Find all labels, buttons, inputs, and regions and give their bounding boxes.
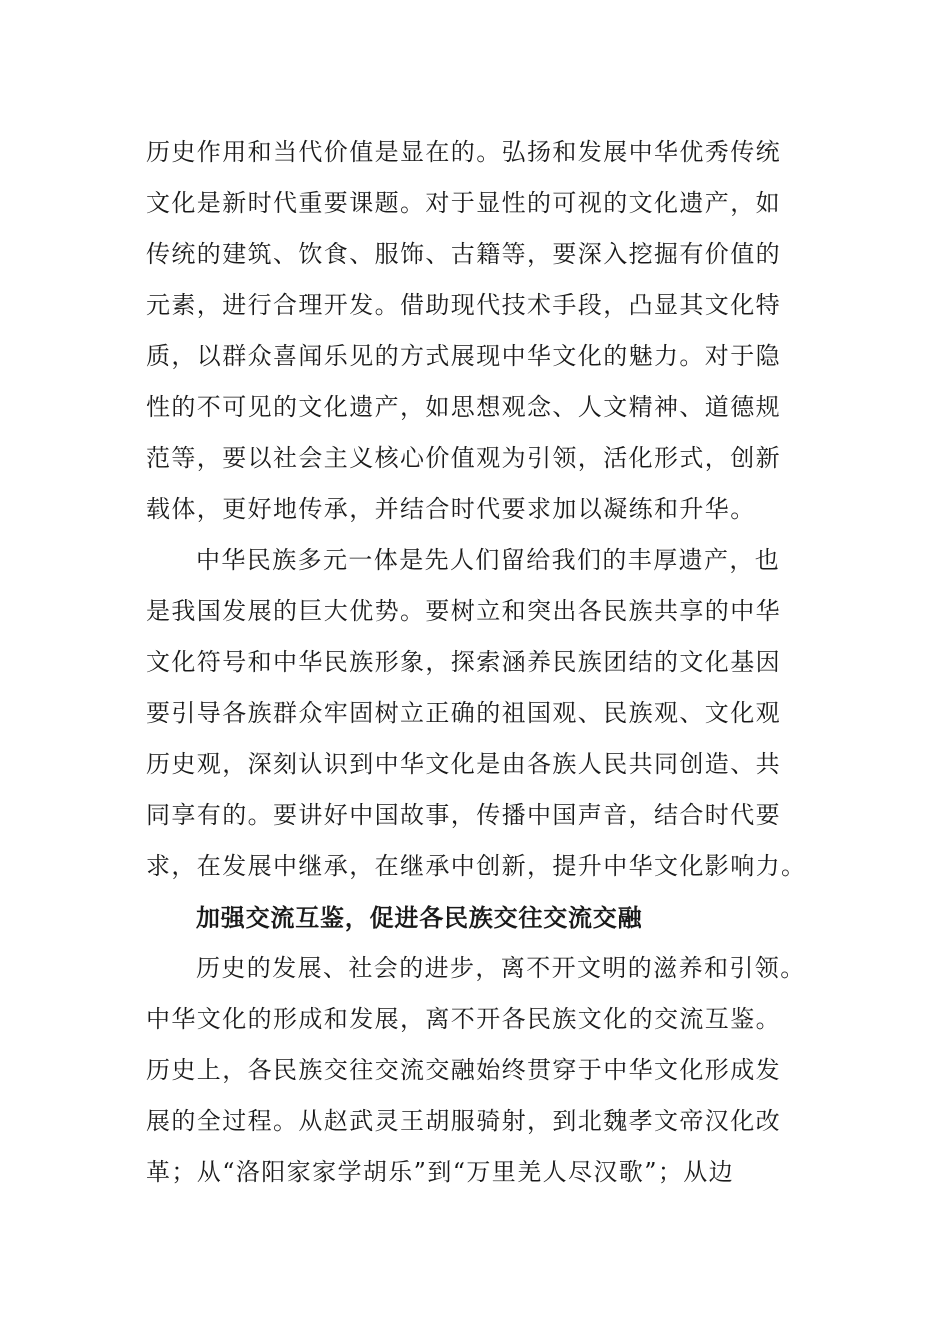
text-line: 历史上，各民族交往交流交融始终贯穿于中华文化形成发 — [146, 1056, 781, 1084]
document-body — [146, 127, 806, 1198]
text-line: 历史作用和当代价值是显在的。弘扬和发展中华优秀传统 — [146, 138, 781, 166]
text-line-indented: 中华民族多元一体是先人们留给我们的丰厚遗产，也 — [196, 546, 781, 574]
paragraph-continuation — [146, 127, 806, 535]
text-line: 要引导各族群众牢固树立正确的祖国观、民族观、文化观 — [146, 699, 781, 727]
text-line: 历史观，深刻认识到中华文化是由各族人民共同创造、共 — [146, 750, 781, 778]
text-line: 传统的建筑、饮食、服饰、古籍等，要深入挖掘有价值的 — [146, 240, 781, 268]
text-line: 文化符号和中华民族形象，探索涵养民族团结的文化基因 — [146, 648, 781, 676]
text-line: 求，在发展中继承，在继承中创新，提升中华文化影响力。 — [146, 852, 807, 880]
text-line: 范等，要以社会主义核心价值观为引领，活化形式，创新 — [146, 444, 781, 472]
text-line: 展的全过程。从赵武灵王胡服骑射，到北魏孝文帝汉化改 — [146, 1107, 781, 1135]
text-line: 元素，进行合理开发。借助现代技术手段，凸显其文化特 — [146, 291, 781, 319]
text-line: 是我国发展的巨大优势。要树立和突出各民族共享的中华 — [146, 597, 781, 625]
text-line: 载体，更好地传承，并结合时代要求加以凝练和升华。 — [146, 495, 756, 523]
text-line: 同享有的。要讲好中国故事，传播中国声音，结合时代要 — [146, 801, 781, 829]
section-heading-block — [146, 892, 806, 943]
text-line: 文化是新时代重要课题。对于显性的可视的文化遗产，如 — [146, 189, 781, 217]
paragraph — [146, 535, 806, 892]
text-line-indented: 历史的发展、社会的进步，离不开文明的滋养和引领。 — [196, 954, 806, 982]
text-line: 革；从“洛阳家家学胡乐”到“万里羌人尽汉歌”；从边 — [146, 1158, 735, 1186]
paragraph — [146, 943, 806, 1198]
text-line: 质，以群众喜闻乐见的方式展现中华文化的魅力。对于隐 — [146, 342, 781, 370]
section-heading: 加强交流互鉴，促进各民族交往交流交融 — [196, 903, 643, 932]
text-line: 性的不可见的文化遗产，如思想观念、人文精神、道德规 — [146, 393, 781, 421]
text-line: 中华文化的形成和发展，离不开各民族文化的交流互鉴。 — [146, 1005, 781, 1033]
